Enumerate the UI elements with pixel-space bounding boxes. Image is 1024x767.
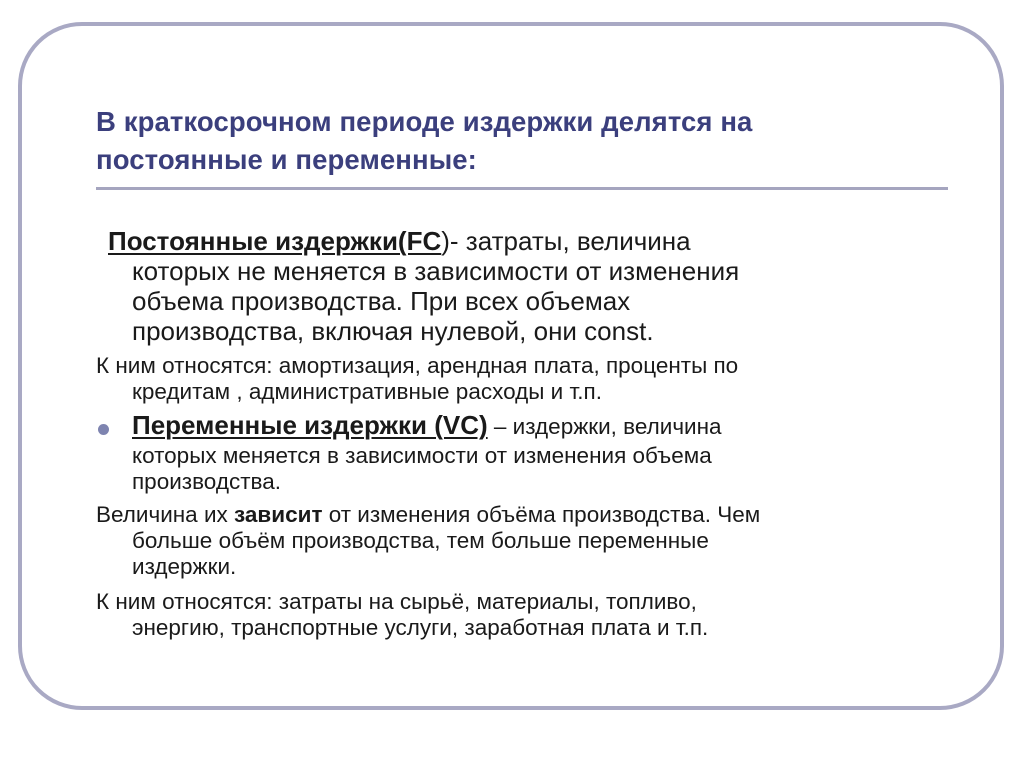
fixed-costs-term-suffix: )- затраты, величина [441,226,691,256]
variable-costs-definition-line-1 [132,410,722,440]
slide-title [96,103,956,179]
variable-examples-line-2: энергию, транспортные услуги, заработная плата и т.п. [132,615,709,640]
variable-dependency-line-3: издержки. [132,554,237,579]
variable-costs-term: Переменные издержки (VC) [132,410,488,440]
slide-title-line-2: постоянные и переменные: [96,144,477,175]
bullet-icon [98,424,109,435]
variable-costs-term-suffix: – издержки, величина [487,414,722,439]
fixed-costs-definition-line-3: объема производства. При всех объемах [132,286,631,316]
fixed-costs-definition-line-4: производства, включая нулевой, они const. [132,316,654,346]
fixed-examples-line-2: кредитам , административные расходы и т.п. [132,379,602,404]
variable-dependency-emphasis: зависит [234,502,323,527]
title-divider [96,187,948,190]
variable-examples-line-1: К ним относятся: затраты на сырьё, материалы, топливо, [96,589,697,614]
fixed-costs-term: Постоянные издержки(FC [108,226,442,256]
fixed-costs-definition-line-2: которых не меняется в зависимости от изменения [132,256,740,286]
variable-dependency-line-2: больше объём производства, тем больше переменные [132,528,709,553]
fixed-examples-line-1: К ним относятся: амортизация, арендная плата, проценты по [96,353,739,378]
variable-costs-definition-line-3: производства. [132,469,281,494]
variable-dependency-line-1 [96,502,760,528]
variable-dependency-suffix: от изменения объёма производства. Чем [322,502,761,527]
fixed-costs-definition-line-1 [108,226,691,256]
slide-title-line-1: В краткосрочном периоде издержки делятся на [96,106,753,137]
variable-dependency-prefix: Величина их [96,502,235,527]
variable-costs-definition-line-2: которых меняется в зависимости от изменения объема [132,443,712,468]
